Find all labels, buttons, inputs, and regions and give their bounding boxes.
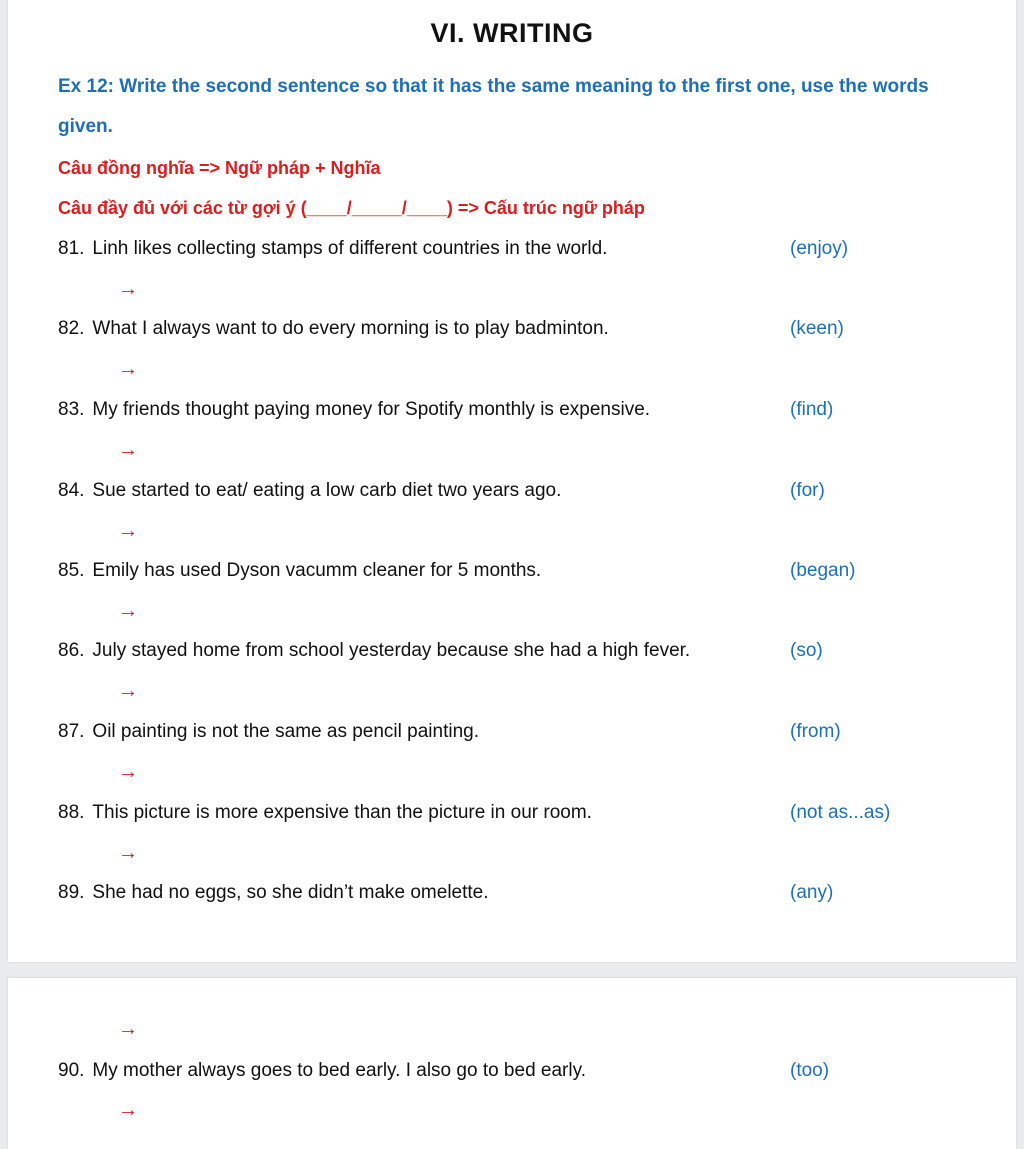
question-sentence: This picture is more expensive than the picture in our room. [92, 802, 592, 823]
answer-arrow-icon: → [118, 680, 138, 702]
question-number: 89. [58, 882, 85, 903]
question-number: 81. [58, 238, 85, 259]
question-sentence: My friends thought paying money for Spotify monthly is expensive. [92, 399, 651, 420]
answer-arrow-icon: → [118, 358, 138, 380]
answer-arrow-icon: → [118, 842, 138, 864]
question-87 [58, 721, 479, 743]
document-page-2 [8, 978, 1016, 1149]
question-hint: (from) [790, 721, 841, 742]
note-full-sentence: Câu đầy đủ với các từ gợi ý (____/_____/____) => Cấu trúc ngữ pháp [58, 198, 645, 218]
question-hint: (enjoy) [790, 238, 849, 259]
question-sentence: Oil painting is not the same as pencil painting. [92, 721, 479, 742]
question-number: 90. [58, 1060, 85, 1081]
question-number: 86. [58, 640, 85, 661]
question-hint: (any) [790, 882, 834, 903]
question-sentence: July stayed home from school yesterday because she had a high fever. [92, 640, 691, 661]
question-hint: (keen) [790, 318, 844, 339]
question-number: 84. [58, 480, 85, 501]
question-hint: (too) [790, 1060, 830, 1081]
question-number: 87. [58, 721, 85, 742]
answer-arrow-icon: → [118, 1018, 138, 1040]
question-90 [58, 1060, 586, 1082]
section-title: VI. WRITING [430, 18, 594, 48]
question-hint: (find) [790, 399, 834, 420]
question-number: 83. [58, 399, 85, 420]
note-synonym: Câu đồng nghĩa => Ngữ pháp + Nghĩa [58, 158, 381, 178]
question-hint: (began) [790, 560, 856, 581]
question-sentence: She had no eggs, so she didn’t make omelette. [92, 882, 489, 903]
question-hint: (so) [790, 640, 823, 661]
answer-arrow-icon: → [118, 520, 138, 542]
question-88 [58, 802, 592, 824]
question-sentence: Sue started to eat/ eating a low carb diet two years ago. [92, 480, 562, 501]
exercise-instruction: Ex 12: Write the second sentence so that it has the same meaning to the first one, use the words given. [58, 76, 929, 137]
answer-arrow-icon: → [118, 439, 138, 461]
question-number: 85. [58, 560, 85, 581]
question-84 [58, 480, 561, 502]
question-hint: (for) [790, 480, 825, 501]
question-83 [58, 399, 650, 421]
question-number: 88. [58, 802, 85, 823]
question-hint: (not as...as) [790, 802, 891, 823]
question-number: 82. [58, 318, 85, 339]
question-sentence: My mother always goes to bed early. I also go to bed early. [92, 1060, 586, 1081]
answer-arrow-icon: → [118, 1099, 138, 1121]
question-82 [58, 318, 609, 340]
question-85 [58, 560, 541, 582]
question-sentence: Emily has used Dyson vacumm cleaner for 5 months. [92, 560, 542, 581]
question-sentence: What I always want to do every morning is to play badminton. [92, 318, 609, 339]
answer-arrow-icon: → [118, 600, 138, 622]
question-81 [58, 238, 607, 260]
document-page-1 [8, 0, 1016, 962]
answer-arrow-icon: → [118, 761, 138, 783]
question-sentence: Linh likes collecting stamps of different countries in the world. [92, 238, 608, 259]
question-89 [58, 882, 489, 904]
question-86 [58, 640, 690, 662]
answer-arrow-icon: → [118, 278, 138, 300]
